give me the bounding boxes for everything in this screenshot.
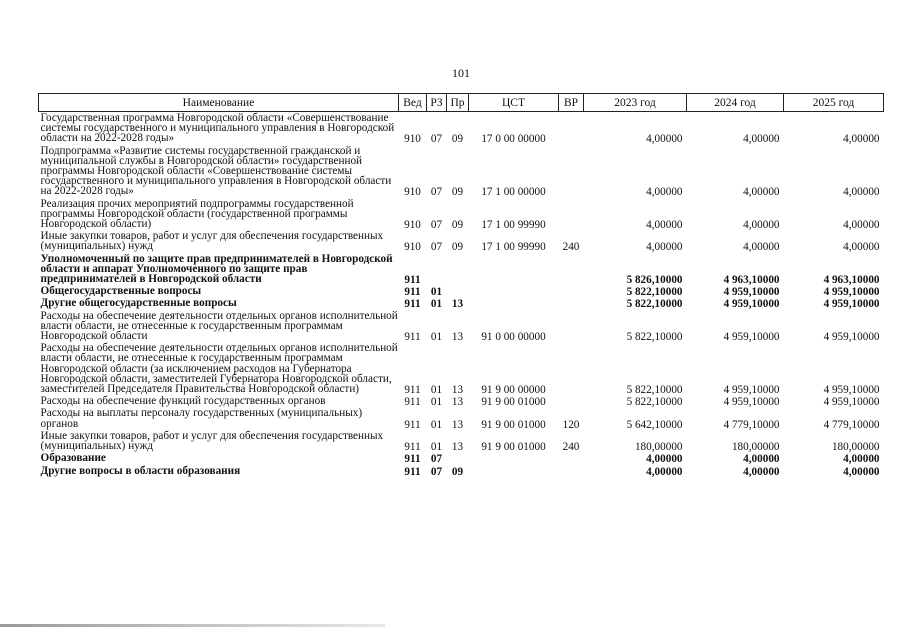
cell-vr: 120 [562, 418, 580, 431]
cell-y2023: 5 822,10000 [626, 331, 683, 344]
cell-y2025: 4 963,10000 [823, 274, 880, 287]
cell-vr [559, 145, 584, 198]
cell-vr [559, 253, 584, 286]
cell-y2023: 4,00000 [646, 133, 683, 146]
cell-y2025: 4 959,10000 [823, 286, 880, 299]
table-header-row [39, 94, 884, 112]
cell-ved: 911 [404, 396, 421, 409]
cell-pr [447, 253, 469, 286]
cell-rz: 01 [430, 384, 443, 397]
cell-ved: 911 [404, 441, 421, 454]
cell-rz: 01 [430, 298, 443, 311]
cell-cst: 17 1 00 99990 [481, 219, 546, 232]
cell-ved: 910 [404, 133, 421, 146]
cell-pr: 13 [451, 418, 464, 431]
cell-name: Другие вопросы в области образования [40, 464, 241, 477]
cell-rz: 01 [430, 441, 443, 454]
cell-y2024: 4 959,10000 [723, 384, 780, 397]
cell-vr: 240 [562, 241, 580, 254]
cell-cst [469, 465, 559, 477]
header-rz: РЗ [427, 94, 447, 112]
cell-y2025: 4 959,10000 [823, 384, 880, 397]
cell-y2024: 4 959,10000 [723, 298, 780, 311]
table-row [39, 145, 884, 198]
cell-rz: 01 [430, 396, 443, 409]
cell-cst [469, 297, 559, 309]
cell-y2023: 5 822,10000 [626, 396, 683, 409]
table-row [39, 310, 884, 343]
cell-name: Расходы на обеспечение функций государственных органов [40, 395, 326, 408]
cell-vr [559, 112, 584, 145]
table-row [39, 430, 884, 452]
table-row [39, 297, 884, 309]
scan-edge-artifact [0, 624, 385, 627]
cell-y2025: 4,00000 [843, 465, 880, 478]
cell-pr: 09 [451, 465, 464, 478]
cell-cst: 17 1 00 00000 [481, 186, 546, 199]
cell-pr [447, 452, 469, 464]
header-name: Наименование [39, 94, 399, 112]
cell-y2023: 5 826,10000 [626, 274, 683, 287]
cell-rz: 01 [430, 418, 443, 431]
cell-y2024: 4,00000 [743, 465, 780, 478]
cell-y2025: 4 959,10000 [823, 298, 880, 311]
cell-vr [559, 452, 584, 464]
cell-pr [447, 285, 469, 297]
cell-y2025: 4,00000 [843, 133, 880, 146]
table-row [39, 342, 884, 395]
table-row [39, 452, 884, 464]
cell-vr [559, 310, 584, 343]
cell-y2024: 4 959,10000 [723, 396, 780, 409]
cell-vr [559, 198, 584, 231]
cell-name: Другие общегосударственные вопросы [40, 297, 237, 310]
table-row [39, 112, 884, 145]
cell-y2025: 4,00000 [843, 186, 880, 199]
cell-pr: 13 [451, 298, 464, 311]
cell-y2024: 4,00000 [743, 133, 780, 146]
cell-rz: 07 [430, 465, 443, 478]
cell-name: Общегосударственные вопросы [40, 285, 202, 298]
cell-y2025: 4,00000 [843, 453, 880, 466]
cell-name: Образование [40, 452, 106, 465]
cell-vr [559, 297, 584, 309]
cell-y2023: 180,00000 [634, 441, 683, 454]
cell-rz: 07 [430, 453, 443, 466]
cell-y2023: 5 822,10000 [626, 298, 683, 311]
cell-name: Расходы на выплаты персоналу государственных (муниципальных) органов [40, 407, 363, 430]
cell-y2025: 4,00000 [843, 219, 880, 232]
cell-rz: 07 [430, 133, 443, 146]
cell-name: Иные закупки товаров, работ и услуг для обеспечения государственных (муниципальных) нужд [40, 230, 384, 253]
cell-cst: 91 9 00 01000 [481, 441, 546, 454]
cell-ved: 911 [404, 298, 421, 311]
table-row [39, 285, 884, 297]
cell-ved: 911 [404, 465, 421, 478]
cell-cst: 17 0 00 00000 [481, 133, 546, 146]
cell-y2024: 4 779,10000 [723, 418, 780, 431]
cell-vr [559, 285, 584, 297]
cell-y2025: 4 779,10000 [823, 418, 880, 431]
cell-rz: 07 [430, 241, 443, 254]
cell-ved: 911 [404, 453, 421, 466]
cell-cst: 17 1 00 99990 [481, 241, 546, 254]
cell-y2024: 4 959,10000 [723, 286, 780, 299]
cell-cst [469, 452, 559, 464]
cell-y2023: 4,00000 [646, 465, 683, 478]
cell-y2024: 4 959,10000 [723, 331, 780, 344]
cell-y2025: 4 959,10000 [823, 331, 880, 344]
header-2023: 2023 год [584, 94, 687, 112]
cell-pr: 13 [451, 441, 464, 454]
cell-y2024: 4,00000 [743, 241, 780, 254]
cell-ved: 910 [404, 241, 421, 254]
page-number: 101 [452, 66, 470, 80]
cell-pr: 09 [451, 186, 464, 199]
header-2024: 2024 год [687, 94, 784, 112]
cell-y2025: 180,00000 [831, 441, 880, 454]
table-row [39, 230, 884, 252]
header-2025: 2025 год [784, 94, 884, 112]
cell-ved: 911 [404, 418, 421, 431]
cell-y2024: 4,00000 [743, 453, 780, 466]
table-row [39, 395, 884, 407]
cell-ved: 910 [404, 219, 421, 232]
cell-cst: 91 9 00 01000 [481, 396, 546, 409]
cell-rz [427, 253, 447, 286]
cell-ved: 911 [404, 384, 421, 397]
cell-cst: 91 9 00 00000 [481, 384, 546, 397]
cell-pr: 13 [451, 384, 464, 397]
cell-y2023: 4,00000 [646, 186, 683, 199]
header-vr: ВР [559, 94, 584, 112]
cell-name: Расходы на обеспечение деятельности отдельных органов исполнительной власти области, не отнесенные к государственным программам Новгородской области [40, 309, 398, 343]
table-row [39, 407, 884, 429]
cell-y2023: 5 822,10000 [626, 384, 683, 397]
table-row [39, 198, 884, 231]
cell-rz: 01 [430, 286, 443, 299]
cell-y2025: 4 959,10000 [823, 396, 880, 409]
cell-name: Иные закупки товаров, работ и услуг для обеспечения государственных (муниципальных) нужд [40, 429, 384, 453]
header-cst: ЦСТ [469, 94, 559, 112]
cell-y2024: 4,00000 [743, 219, 780, 232]
table-row [39, 253, 884, 286]
cell-rz: 07 [430, 186, 443, 199]
cell-pr: 13 [451, 396, 464, 409]
cell-cst: 91 9 00 01000 [481, 418, 546, 431]
header-ved: Вед [399, 94, 427, 112]
cell-pr: 13 [451, 331, 464, 344]
cell-name: Уполномоченный по защите прав предпринимателей в Новгородской области и аппарат Уполномоченного по защите прав предпринимателей в Новгородской области [40, 252, 393, 286]
cell-y2023: 4,00000 [646, 453, 683, 466]
cell-y2024: 180,00000 [731, 441, 780, 454]
cell-y2024: 4,00000 [743, 186, 780, 199]
cell-rz: 07 [430, 219, 443, 232]
cell-y2023: 4,00000 [646, 241, 683, 254]
cell-cst [469, 285, 559, 297]
cell-y2024: 4 963,10000 [723, 274, 780, 287]
header-pr: Пр [447, 94, 469, 112]
cell-pr: 09 [451, 133, 464, 146]
cell-ved: 911 [404, 331, 421, 344]
cell-rz: 01 [430, 331, 443, 344]
cell-y2023: 5 642,10000 [626, 418, 683, 431]
cell-vr: 240 [562, 441, 580, 454]
cell-cst [469, 253, 559, 286]
cell-ved: 910 [404, 186, 421, 199]
cell-name: Расходы на обеспечение деятельности отдельных органов исполнительной власти области, не отнесенные к государственным программам Новгородской области (за исключением расходов на Губернатора Новгородской области, заместителей Губернатора Новгородской области, заместителей Председателя Правительства Новгородской области) [40, 342, 398, 396]
table-row [39, 465, 884, 477]
cell-ved: 911 [404, 274, 421, 287]
cell-ved: 911 [404, 286, 421, 299]
cell-name: Государственная программа Новгородской области «Совершенствование системы государственного и муниципального управления в Новгородской области на 2022-2028 годы» [40, 112, 395, 145]
cell-pr: 09 [451, 241, 464, 254]
cell-cst: 91 0 00 00000 [481, 331, 546, 344]
cell-pr: 09 [451, 219, 464, 232]
cell-name: Подпрограмма «Развитие системы государственной гражданской и муниципальной службы в Новгородской области» государственной программы Новгородской области «Совершенствование системы государственного и муниципального управления в Новгородской области на 2022-2028 годы» [40, 144, 392, 198]
cell-y2023: 5 822,10000 [626, 286, 683, 299]
cell-vr [559, 342, 584, 395]
cell-y2025: 4,00000 [843, 241, 880, 254]
cell-name: Реализация прочих мероприятий подпрограммы государственной программы Новгородской области (государственной программы Новгородской области) [40, 197, 354, 231]
cell-y2023: 4,00000 [646, 219, 683, 232]
cell-vr [559, 395, 584, 407]
cell-vr [559, 465, 584, 477]
budget-table [38, 93, 884, 477]
